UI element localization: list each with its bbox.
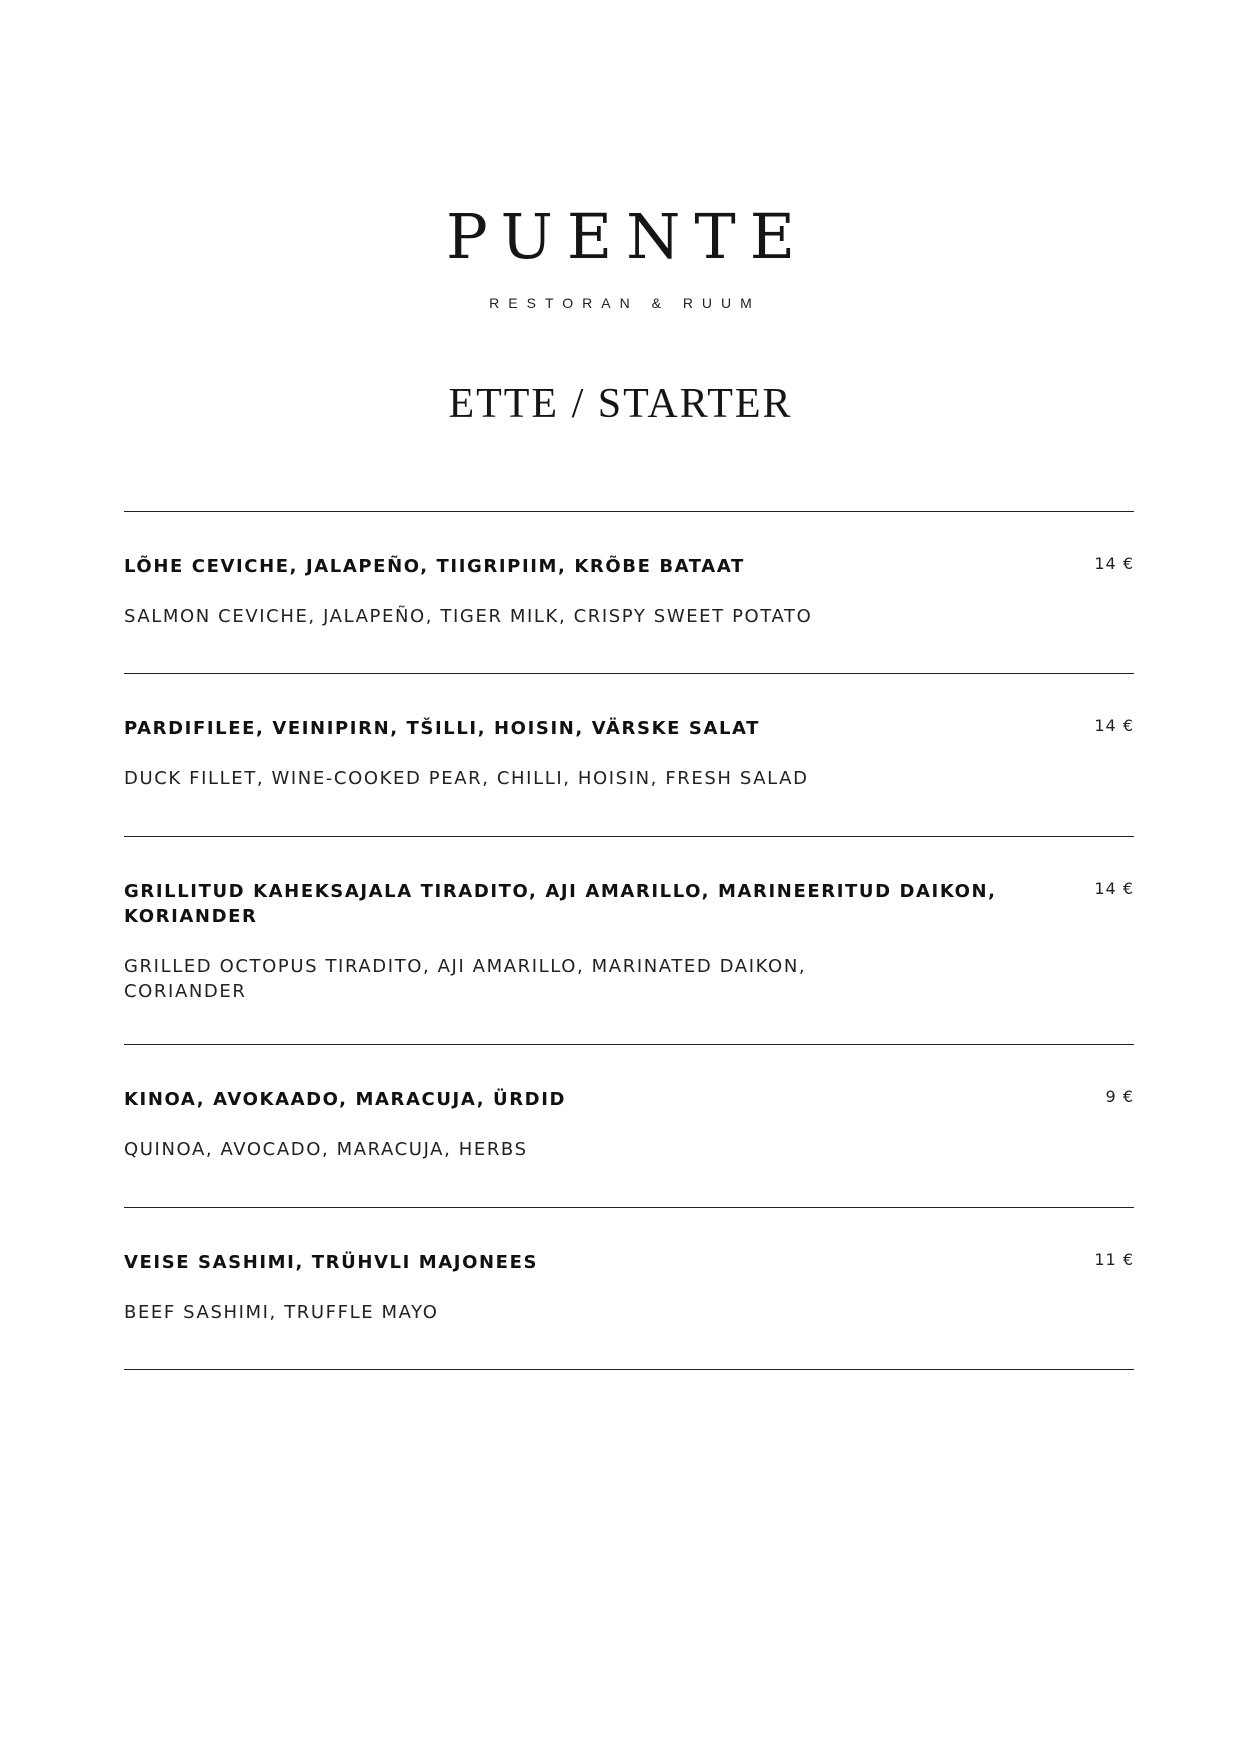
item-name-et: LÕHE CEVICHE, JALAPEÑO, TIIGRIPIIM, KRÕBE BATAAT [124, 556, 745, 577]
item-name-en: BEEF SASHIMI, TRUFFLE MAYO [124, 1302, 439, 1323]
section-title: ETTE / STARTER [448, 381, 793, 427]
menu-item [124, 512, 1134, 673]
item-name-et: VEISE SASHIMI, TRÜHVLI MAJONEES [124, 1252, 539, 1273]
divider [124, 1369, 1134, 1370]
item-name-en: GRILLED OCTOPUS TIRADITO, AJI AMARILLO, MARINATED DAIKON, CORIANDER [124, 956, 807, 1002]
item-name-en: SALMON CEVICHE, JALAPEÑO, TIGER MILK, CRISPY SWEET POTATO [124, 606, 813, 627]
menu-item [124, 1208, 1134, 1369]
item-name-et: KINOA, AVOKAADO, MARACUJA, ÜRDID [124, 1089, 567, 1110]
item-name-en: DUCK FILLET, WINE-COOKED PEAR, CHILLI, HOISIN, FRESH SALAD [124, 768, 809, 789]
menu-item [124, 837, 1134, 1044]
item-price: 9 € [1105, 1087, 1134, 1106]
item-name-et: PARDIFILEE, VEINIPIRN, TŠILLI, HOISIN, VÄRSKE SALAT [124, 718, 761, 739]
brand-logo: PUENTE [446, 200, 809, 273]
item-price: 11 € [1094, 1250, 1134, 1269]
menu-item [124, 674, 1134, 836]
item-price: 14 € [1094, 716, 1134, 735]
item-price: 14 € [1094, 554, 1134, 573]
menu-item [124, 1045, 1134, 1207]
item-name-et: GRILLITUD KAHEKSAJALA TIRADITO, AJI AMARILLO, MARINEERITUD DAIKON, KORIANDER [124, 881, 997, 927]
item-price: 14 € [1094, 879, 1134, 898]
brand-tagline: RESTORAN & RUUM [489, 295, 761, 311]
menu-list [124, 511, 1134, 1370]
item-name-en: QUINOA, AVOCADO, MARACUJA, HERBS [124, 1139, 528, 1160]
